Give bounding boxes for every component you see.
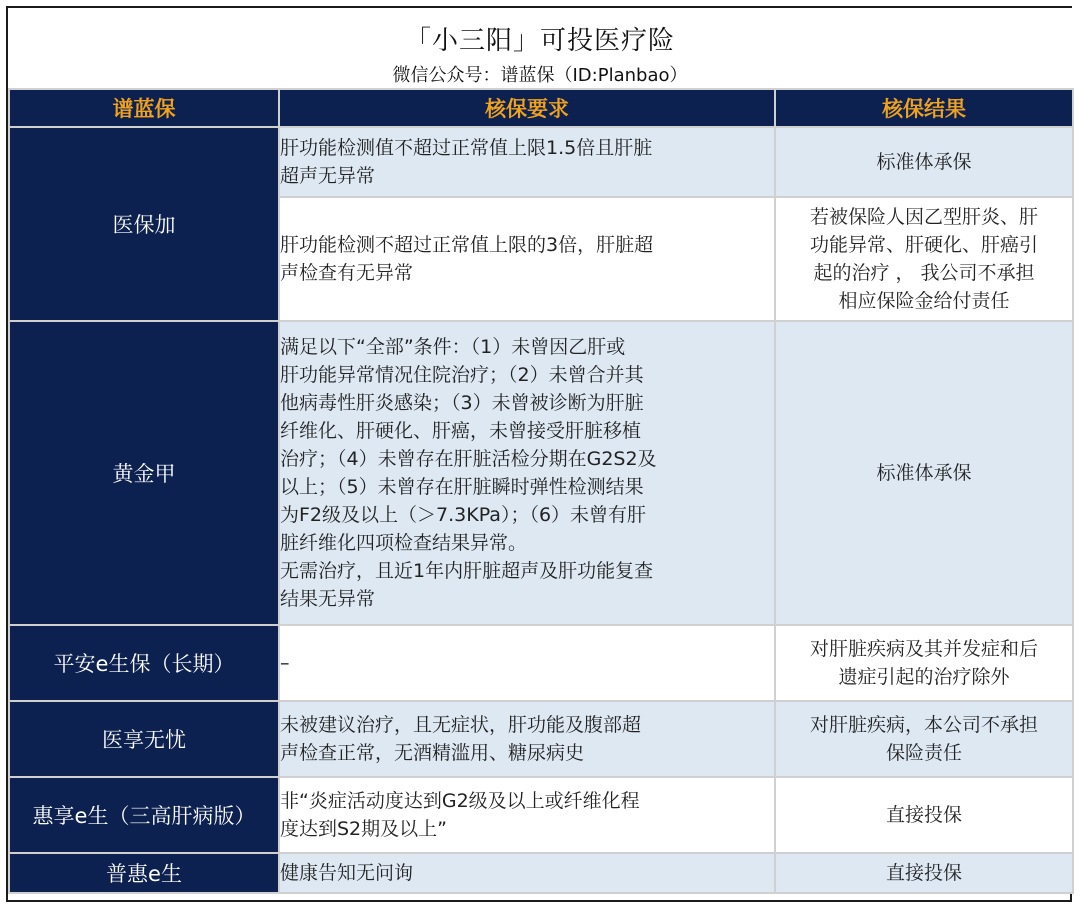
table-row [9,777,1073,853]
table-row [9,321,1073,625]
product-name-yixiang: 医享无忧 [9,701,279,777]
result-cell: 直接投保 [775,853,1073,893]
requirement-cell: 健康告知无问询 [279,853,775,893]
title-block [8,8,1072,88]
result-cell: 对肝脏疾病，本公司不承担 保险责任 [775,701,1073,777]
table-row [9,127,1073,197]
table-row [9,625,1073,701]
requirement-cell: 肝功能检测值不超过正常值上限1.5倍且肝脏 超声无异常 [279,127,775,197]
header-product: 谱蓝保 [9,89,279,127]
product-name-huixiang: 惠享e生（三高肝病版） [9,777,279,853]
product-name-puhui: 普惠e生 [9,853,279,893]
requirement-cell: 肝功能检测不超过正常值上限的3倍，肝脏超 声检查有无异常 [279,197,775,321]
result-cell: 若被保险人因乙型肝炎、肝 功能异常、肝硬化、肝癌引 起的治疗 ， 我公司不承担 相应保险金给付责任 [775,197,1073,321]
product-name-yibaojia: 医保加 [9,127,279,321]
header-requirement: 核保要求 [279,89,775,127]
result-cell: 对肝脏疾病及其并发症和后 遗症引起的治疗除外 [775,625,1073,701]
header-result: 核保结果 [775,89,1073,127]
requirement-cell: 非“炎症活动度达到G2级及以上或纤维化程 度达到S2期及以上” [279,777,775,853]
requirement-cell: – [279,625,775,701]
product-name-huangjinjia: 黄金甲 [9,321,279,625]
underwriting-table [8,88,1074,894]
header-row [9,89,1073,127]
result-cell: 标准体承保 [775,321,1073,625]
requirement-cell: 满足以下“全部”条件：（1）未曾因乙肝或 肝功能异常情况住院治疗；（2）未曾合并其 他病毒性肝炎感染；（3）未曾被诊断为肝脏 纤维化、肝硬化、肝癌，未曾接受肝脏移植 治疗；（4）未曾存在肝脏活检分期在G2S2及 以上；（5）未曾存在肝脏瞬时弹性检测结果 为F2级及以上（＞7.3KPa）；（6）未曾有肝 脏纤维化四项检查结果异常。 无需治疗，且近1年内肝脏超声及肝功能复查 结果无异常 [279,321,775,625]
product-name-pingan: 平安e生保（长期） [9,625,279,701]
table-row [9,701,1073,777]
requirement-cell: 未被建议治疗，且无症状，肝功能及腹部超 声检查正常，无酒精滥用、糖尿病史 [279,701,775,777]
result-cell: 直接投保 [775,777,1073,853]
page-subtitle: 微信公众号：谱蓝保（ID:Planbao） [392,65,688,86]
result-cell: 标准体承保 [775,127,1073,197]
table-row [9,853,1073,893]
page-title: 「小三阳」可投医疗险 [404,26,675,56]
